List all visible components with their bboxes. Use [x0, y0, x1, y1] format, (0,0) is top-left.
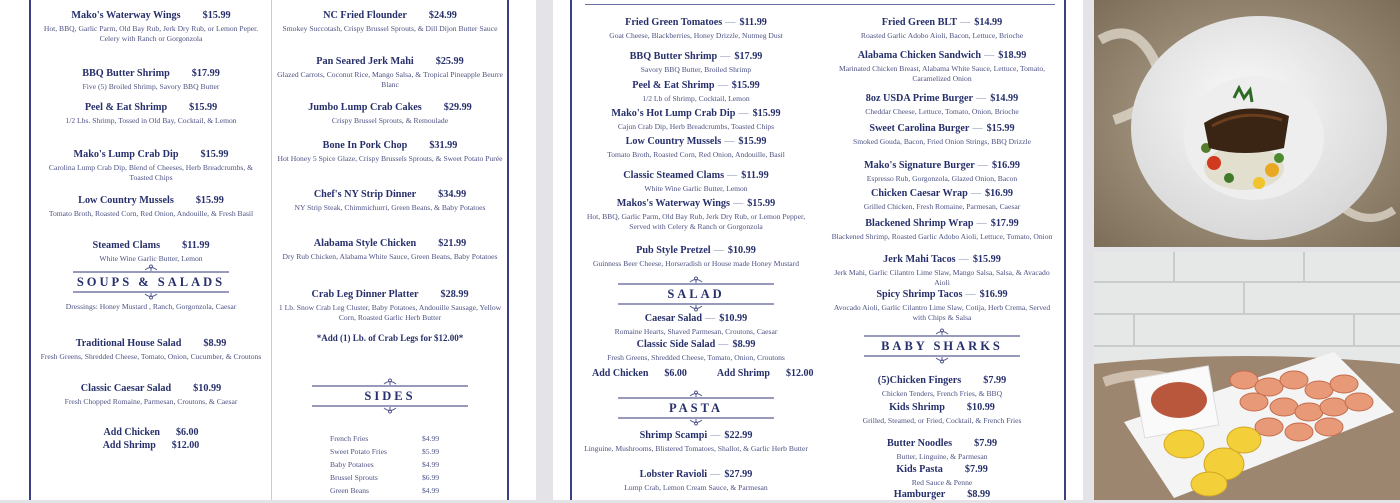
side-price: $4.99: [422, 460, 440, 469]
item-price: $34.99: [438, 189, 467, 200]
fish-dish-photo: [1094, 0, 1400, 247]
item-name: Caesar Salad: [644, 313, 703, 324]
ornament-divider: [616, 302, 776, 312]
side-price: $4.99: [422, 486, 440, 495]
menu-item: [32, 5, 270, 44]
page-border: [271, 0, 272, 500]
item-name: Shrimp Scampi: [639, 430, 708, 441]
item-name: Jumbo Lump Crab Cakes: [308, 102, 422, 113]
item-price: $7.99: [983, 375, 1007, 386]
item-description: Fresh Chopped Romaine, Parmesan, Croutons, & Caesar: [64, 397, 238, 406]
item-separator: —: [717, 80, 728, 91]
item-description: Hot, BBQ, Garlic Parm, Old Bay Rub, Jerk Dry Rub, or Lemon Pepper, Served with Celery & Ranch or Gorgonzola: [586, 212, 806, 231]
item-description: Chicken Tenders, French Fries, & BBQ: [881, 389, 1003, 398]
item-description: Carolina Lump Crab Dip, Blend of Cheeses, Herb Breadcrumbs, & Toasted Chips: [48, 163, 254, 182]
menu-item: [574, 193, 818, 232]
item-price: $31.99: [429, 140, 458, 151]
item-separator: —: [727, 170, 738, 181]
item-separator: —: [976, 218, 987, 229]
addon-row: [32, 439, 270, 452]
menu-item-title: [822, 249, 1062, 267]
item-name: Chicken Caesar Wrap: [871, 188, 968, 199]
item-description: Cajun Crab Dip, Herb Breadcrumbs, Toasted Chips: [617, 122, 775, 131]
item-price: $16.99: [991, 160, 1020, 171]
section-header-soups-salads: [32, 264, 270, 300]
section-title: PASTA: [668, 401, 724, 415]
addon-row: [574, 367, 818, 380]
item-name: Makos's Waterway Wings: [616, 198, 730, 209]
item-name: Peel & Eat Shrimp: [84, 102, 168, 113]
menu-item: [822, 88, 1062, 117]
menu-item: [32, 235, 270, 264]
addon-row: [32, 426, 270, 439]
item-name: Kids Pasta: [896, 464, 943, 475]
item-separator: —: [984, 50, 995, 61]
addon-price: $12.00: [785, 368, 814, 379]
item-price: $28.99: [440, 289, 469, 300]
side-price: $6.99: [422, 473, 440, 482]
side-name: Brussel Sprouts: [330, 473, 378, 482]
item-description: Roasted Garlic Adobo Aioli, Bacon, Lettuce, Brioche: [860, 31, 1024, 40]
item-separator: —: [710, 430, 721, 441]
item-name: Classic Side Salad: [636, 339, 716, 350]
menu-item-title: [822, 155, 1062, 173]
item-name: Pub Style Pretzel: [636, 245, 711, 256]
menu-item: [32, 333, 270, 362]
item-description: Cheddar Cheese, Lettuce, Tomato, Onion, Brioche: [865, 107, 1019, 116]
item-description: Savory BBQ Butter, Broiled Shrimp: [640, 65, 752, 74]
menu-item: [274, 51, 506, 90]
item-description: Fresh Greens, Shredded Cheese, Tomato, Onion, Cucumber, & Croutons: [40, 352, 262, 361]
item-price: $25.99: [435, 56, 464, 67]
item-description: 1/2 Lbs. Shrimp, Tossed in Old Bay, Cocktail, & Lemon: [65, 116, 237, 125]
ornament-divider: [310, 404, 470, 414]
item-price: $17.99: [990, 218, 1019, 229]
addon-label: Add Shrimp: [716, 368, 770, 379]
menu-column-sandwiches: [822, 0, 1062, 500]
item-price: $11.99: [182, 240, 210, 251]
item-name: Kids Shrimp: [889, 402, 945, 413]
section-header-sides: [274, 378, 506, 414]
item-separator: —: [710, 469, 721, 480]
item-price: $18.99: [998, 50, 1027, 61]
menu-column-appetizers: [32, 0, 270, 500]
item-description: Red Sauce & Penne: [911, 478, 973, 487]
item-description: Hot Honey 5 Spice Glaze, Crispy Brussels Sprouts, & Sweet Potato Purée: [277, 154, 503, 163]
item-name: Mako's Hot Lump Crab Dip: [611, 108, 736, 119]
item-separator: —: [976, 93, 987, 104]
item-separator: —: [972, 123, 983, 134]
section-title: SIDES: [364, 389, 416, 403]
menu-item-title: [574, 240, 818, 258]
menu-item-title: [274, 184, 506, 202]
item-name: Bone In Pork Chop: [322, 140, 408, 151]
menu-item-title: [574, 425, 818, 443]
item-name: Classic Steamed Clams: [623, 170, 725, 181]
item-description: Lump Crab, Lemon Cream Sauce, & Parmesan: [624, 483, 768, 492]
item-name: Pan Seared Jerk Mahi: [316, 56, 414, 67]
side-name: Sweet Potato Fries: [330, 447, 387, 456]
menu-item-title: [32, 333, 270, 351]
item-description: Grilled, Steamed, or Fried, Cocktail, & French Fries: [862, 416, 1022, 425]
ornament-divider: [71, 290, 231, 300]
menu-item: [274, 135, 506, 164]
menu-item-title: [822, 433, 1062, 451]
item-price: $8.99: [203, 338, 227, 349]
menu-item-title: [822, 397, 1062, 415]
addon-label: Add Chicken: [103, 427, 160, 438]
item-description: Romaine Hearts, Shaved Parmesan, Croutons, Caesar: [614, 327, 778, 336]
item-description: Five (5) Broiled Shrimp, Savory BBQ Butter: [82, 82, 220, 91]
item-name: Alabama Style Chicken: [313, 238, 417, 249]
item-description: White Wine Garlic Butter, Lemon: [644, 184, 748, 193]
item-price: $7.99: [974, 438, 998, 449]
menu-item: [822, 397, 1062, 426]
item-price: $22.99: [724, 430, 753, 441]
ornament-divider: [616, 416, 776, 426]
menu-item-title: [274, 51, 506, 69]
item-name: BBQ Butter Shrimp: [82, 68, 170, 79]
item-name: Classic Caesar Salad: [80, 383, 172, 394]
menu-item: [274, 284, 506, 323]
item-description: Fresh Greens, Shredded Cheese, Tomato, Onion, Croutons: [607, 353, 785, 362]
side-row: [330, 432, 440, 445]
item-name: Butter Noodles: [886, 438, 953, 449]
side-name: Green Beans: [330, 486, 370, 495]
menu-item-title: [574, 165, 818, 183]
item-name: Fried Green BLT: [881, 17, 958, 28]
ornament-divider: [71, 264, 231, 274]
menu-item-title: [274, 135, 506, 153]
item-price: $10.99: [193, 383, 222, 394]
item-price: $15.99: [738, 136, 767, 147]
menu-item-title: [32, 5, 270, 23]
menu-item: [574, 425, 818, 454]
item-separator: —: [705, 313, 716, 324]
item-description: Tomato Broth, Roasted Corn, Red Onion, Andouille, Basil: [607, 150, 785, 159]
item-name: Traditional House Salad: [75, 338, 182, 349]
menu-column-entrees: [274, 0, 506, 500]
menu-item-title: [32, 63, 270, 81]
item-name: Sweet Carolina Burger: [869, 123, 970, 134]
menu-item-title: [574, 12, 818, 30]
item-description: Blackened Shrimp, Roasted Garlic Adobo Aioli, Lettuce, Tomato, Onion: [831, 232, 1053, 241]
item-description: Linguine, Mushrooms, Blistered Tomatoes, Shallot, & Garlic Herb Butter: [584, 444, 808, 453]
menu-item-title: [32, 144, 270, 162]
item-description: Tomato Broth, Roasted Corn, Red Onion, Andouille, & Fresh Basil: [48, 209, 254, 218]
crab-legs-note: *Add (1) Lb. of Crab Legs for $12.00*: [316, 333, 464, 343]
menu-item-title: [822, 118, 1062, 136]
item-price: $14.99: [974, 17, 1003, 28]
side-row: [330, 445, 440, 458]
side-row: [330, 458, 440, 471]
menu-item: [274, 97, 506, 126]
item-price: $15.99: [731, 80, 760, 91]
menu-item-title: [574, 334, 818, 352]
item-description: White Wine Garlic Butter, Lemon: [99, 254, 203, 263]
menu-item: [32, 378, 270, 407]
item-price: $17.99: [734, 51, 763, 62]
menu-item: [574, 131, 818, 160]
item-name: Crab Leg Dinner Platter: [311, 289, 419, 300]
item-name: Low Country Mussels: [625, 136, 722, 147]
item-price: $16.99: [979, 289, 1008, 300]
item-separator: —: [958, 254, 969, 265]
item-name: NC Fried Flounder: [323, 10, 407, 21]
item-price: $29.99: [443, 102, 472, 113]
page-border: [29, 0, 31, 500]
item-name: Low Country Mussels: [78, 195, 174, 206]
item-price: $15.99: [747, 198, 776, 209]
section-header-pasta: [574, 390, 818, 426]
item-name: 8oz USDA Prime Burger: [865, 93, 974, 104]
menu-item: [574, 75, 818, 104]
item-price: $16.99: [984, 188, 1013, 199]
menu-item-title: [822, 484, 1062, 502]
item-name: Chef's NY Strip Dinner: [313, 189, 417, 200]
item-separator: —: [724, 136, 735, 147]
menu-item-title: [574, 46, 818, 64]
side-row: [330, 471, 440, 484]
item-price: $14.99: [990, 93, 1019, 104]
item-description: Guinness Beer Cheese, Horseradish or House made Honey Mustard: [592, 259, 800, 268]
item-separator: —: [970, 188, 981, 199]
menu-item: [822, 45, 1062, 84]
item-description: Smokey Succotash, Crispy Brussel Sprouts, & Dill Dijon Butter Sauce: [282, 24, 498, 33]
side-price: $5.99: [422, 447, 440, 456]
addon-price: $6.00: [175, 427, 199, 438]
item-price: $10.99: [719, 313, 748, 324]
side-price: $4.99: [422, 434, 440, 443]
menu-item: [822, 12, 1062, 41]
ornament-divider: [862, 328, 1022, 338]
item-description: NY Strip Steak, Chimmichurri, Green Beans, & Baby Potatoes: [294, 203, 486, 212]
addon-label: Add Chicken: [592, 368, 649, 379]
item-price: $15.99: [972, 254, 1001, 265]
addon-price: $12.00: [171, 440, 200, 451]
menu-item: [274, 5, 506, 34]
item-name: Mako's Signature Burger: [864, 160, 975, 171]
ornament-divider: [310, 378, 470, 388]
menu-item: [822, 249, 1062, 288]
section-title: SOUPS & SALADS: [76, 275, 226, 289]
menu-item: [574, 308, 818, 337]
side-name: Baby Potatoes: [330, 460, 374, 469]
menu-item: [822, 433, 1062, 462]
menu-item: [574, 103, 818, 132]
item-description: Dry Rub Chicken, Alabama White Sauce, Green Beans, Baby Potatoes: [282, 252, 498, 261]
menu-item-title: [32, 378, 270, 396]
menu-item-title: [274, 233, 506, 251]
menu-item: [574, 46, 818, 75]
item-name: Mako's Lump Crab Dip: [73, 149, 179, 160]
menu-item-title: [274, 5, 506, 23]
menu-item: [32, 97, 270, 126]
item-description: Hot, BBQ, Garlic Parm, Old Bay Rub, Jerk Dry Rub, or Lemon Peper. Celery with Ranch or Gorgonzola: [43, 24, 259, 43]
item-price: $15.99: [189, 102, 218, 113]
menu-item: [822, 213, 1062, 242]
menu-item-title: [822, 370, 1062, 388]
item-separator: —: [960, 17, 971, 28]
menu-item: [274, 184, 506, 213]
item-separator: —: [965, 289, 976, 300]
item-description: 1 Lb. Snow Crab Leg Cluster, Baby Potatoes, Andouille Sausage, Yellow Corn, Roasted Garlic Herb Butter: [278, 303, 502, 322]
menu-item: [574, 334, 818, 363]
page-border: [507, 0, 509, 500]
menu-item: [32, 63, 270, 92]
menu-item: [574, 240, 818, 269]
item-description: Avocado Aioli, Garlic Cilantro Lime Slaw, Cotija, Herb Crema, Served with Chips & Salsa: [833, 303, 1051, 322]
menu-item-title: [574, 131, 818, 149]
menu-item-title: [574, 193, 818, 211]
menu-item-title: [822, 88, 1062, 106]
menu-item-title: [274, 97, 506, 115]
item-description: 1/2 Lb of Shrimp, Cocktail, Lemon: [642, 94, 750, 103]
addon-label: Add Shrimp: [102, 440, 156, 451]
page-border: [1064, 0, 1066, 500]
item-name: Blackened Shrimp Wrap: [865, 218, 974, 229]
menu-item-title: [574, 103, 818, 121]
item-description: Grilled Chicken, Fresh Romaine, Parmesan, Caesar: [863, 202, 1021, 211]
menu-item: [822, 284, 1062, 323]
page-border: [570, 0, 572, 500]
item-price: $15.99: [202, 10, 231, 21]
side-row: [330, 484, 440, 497]
shrimp-platter-photo: [1094, 252, 1400, 500]
item-name: Steamed Clams: [92, 240, 161, 251]
item-separator: —: [977, 160, 988, 171]
item-price: $7.99: [964, 464, 988, 475]
menu-item-title: [822, 12, 1062, 30]
menu-item: [32, 190, 270, 219]
item-description: Butter, Linguine, & Parmesan: [896, 452, 988, 461]
item-description: Goat Cheese, Blackberries, Honey Drizzle, Nutmeg Dust: [609, 31, 783, 40]
item-price: $21.99: [438, 238, 467, 249]
addon-price: $6.00: [664, 368, 687, 379]
item-price: $10.99: [966, 402, 995, 413]
ornament-divider: [616, 276, 776, 286]
menu-item-title: [574, 464, 818, 482]
menu-item-title: [574, 75, 818, 93]
item-description: Smoked Gouda, Bacon, Fried Onion Strings, BBQ Drizzle: [852, 137, 1031, 146]
menu-item: [822, 155, 1062, 184]
item-separator: —: [718, 339, 729, 350]
item-name: (5)Chicken Fingers: [877, 375, 962, 386]
item-price: $15.99: [200, 149, 229, 160]
side-name: French Fries: [330, 434, 369, 443]
item-price: $10.99: [727, 245, 756, 256]
item-description: Glazed Carrots, Coconut Rice, Mango Salsa, & Tropical Pineapple Beurre Blanc: [277, 70, 503, 89]
menu-item-title: [822, 183, 1062, 201]
item-name: Alabama Chicken Sandwich: [857, 50, 982, 61]
item-price: $24.99: [428, 10, 457, 21]
item-price: $27.99: [724, 469, 753, 480]
section-title: SALAD: [667, 287, 725, 301]
sides-list: [330, 432, 440, 497]
item-separator: —: [720, 51, 731, 62]
menu-item-title: [822, 213, 1062, 231]
ornament-divider: [862, 354, 1022, 364]
item-name: Spicy Shrimp Tacos: [876, 289, 963, 300]
menu-item: [822, 118, 1062, 147]
item-separator: —: [738, 108, 749, 119]
item-name: Fried Green Tomatoes: [625, 17, 723, 28]
menu-item: [32, 144, 270, 183]
item-separator: —: [713, 245, 724, 256]
item-name: Peel & Eat Shrimp: [632, 80, 715, 91]
menu-item-title: [822, 45, 1062, 63]
item-description: Marinated Chicken Breast, Alabama White Sauce, Lettuce, Tomato, Caramelized Onion: [838, 64, 1046, 83]
item-separator: —: [725, 17, 736, 28]
section-header-salad: [574, 276, 818, 312]
item-description: Jerk Mahi, Garlic Cilantro Lime Slaw, Mango Salsa, Salsa, & Avacado Aioli: [834, 268, 1050, 287]
menu-item: [822, 183, 1062, 212]
section-title: BABY SHARKS: [881, 339, 1003, 353]
section-header-baby-sharks: [822, 328, 1062, 364]
menu-column-starters: [574, 0, 818, 500]
menu-item-title: [274, 284, 506, 302]
menu-item-title: [822, 459, 1062, 477]
item-price: $15.99: [752, 108, 781, 119]
dressings-note: Dressings: Honey Mustard , Ranch, Gorgonzola, Caesar: [65, 302, 237, 311]
item-name: Lobster Ravioli: [639, 469, 708, 480]
item-price: $8.99: [967, 489, 991, 500]
item-price: $15.99: [986, 123, 1015, 134]
menu-item-title: [32, 235, 270, 253]
menu-item: [822, 484, 1062, 503]
menu-item: [274, 233, 506, 262]
menu-item: [574, 12, 818, 41]
item-description: Crispy Brussel Sprouts, & Remoulade: [331, 116, 449, 125]
item-price: $11.99: [739, 17, 767, 28]
item-name: Hamburger: [893, 489, 946, 500]
menu-item: [574, 464, 818, 493]
item-price: $15.99: [195, 195, 224, 206]
item-description: Espresso Rub, Gorgonzola, Glazed Onion, Bacon: [866, 174, 1018, 183]
menu-item: [574, 165, 818, 194]
menu-item: [822, 370, 1062, 399]
item-price: $11.99: [741, 170, 769, 181]
item-separator: —: [733, 198, 744, 209]
menu-item-title: [32, 97, 270, 115]
item-price: $17.99: [191, 68, 220, 79]
item-name: Mako's Waterway Wings: [71, 10, 181, 21]
menu-item-title: [822, 284, 1062, 302]
item-name: Jerk Mahi Tacos: [883, 254, 956, 265]
ornament-divider: [616, 390, 776, 400]
item-price: $8.99: [732, 339, 756, 350]
item-name: BBQ Butter Shrimp: [629, 51, 718, 62]
menu-item-title: [32, 190, 270, 208]
